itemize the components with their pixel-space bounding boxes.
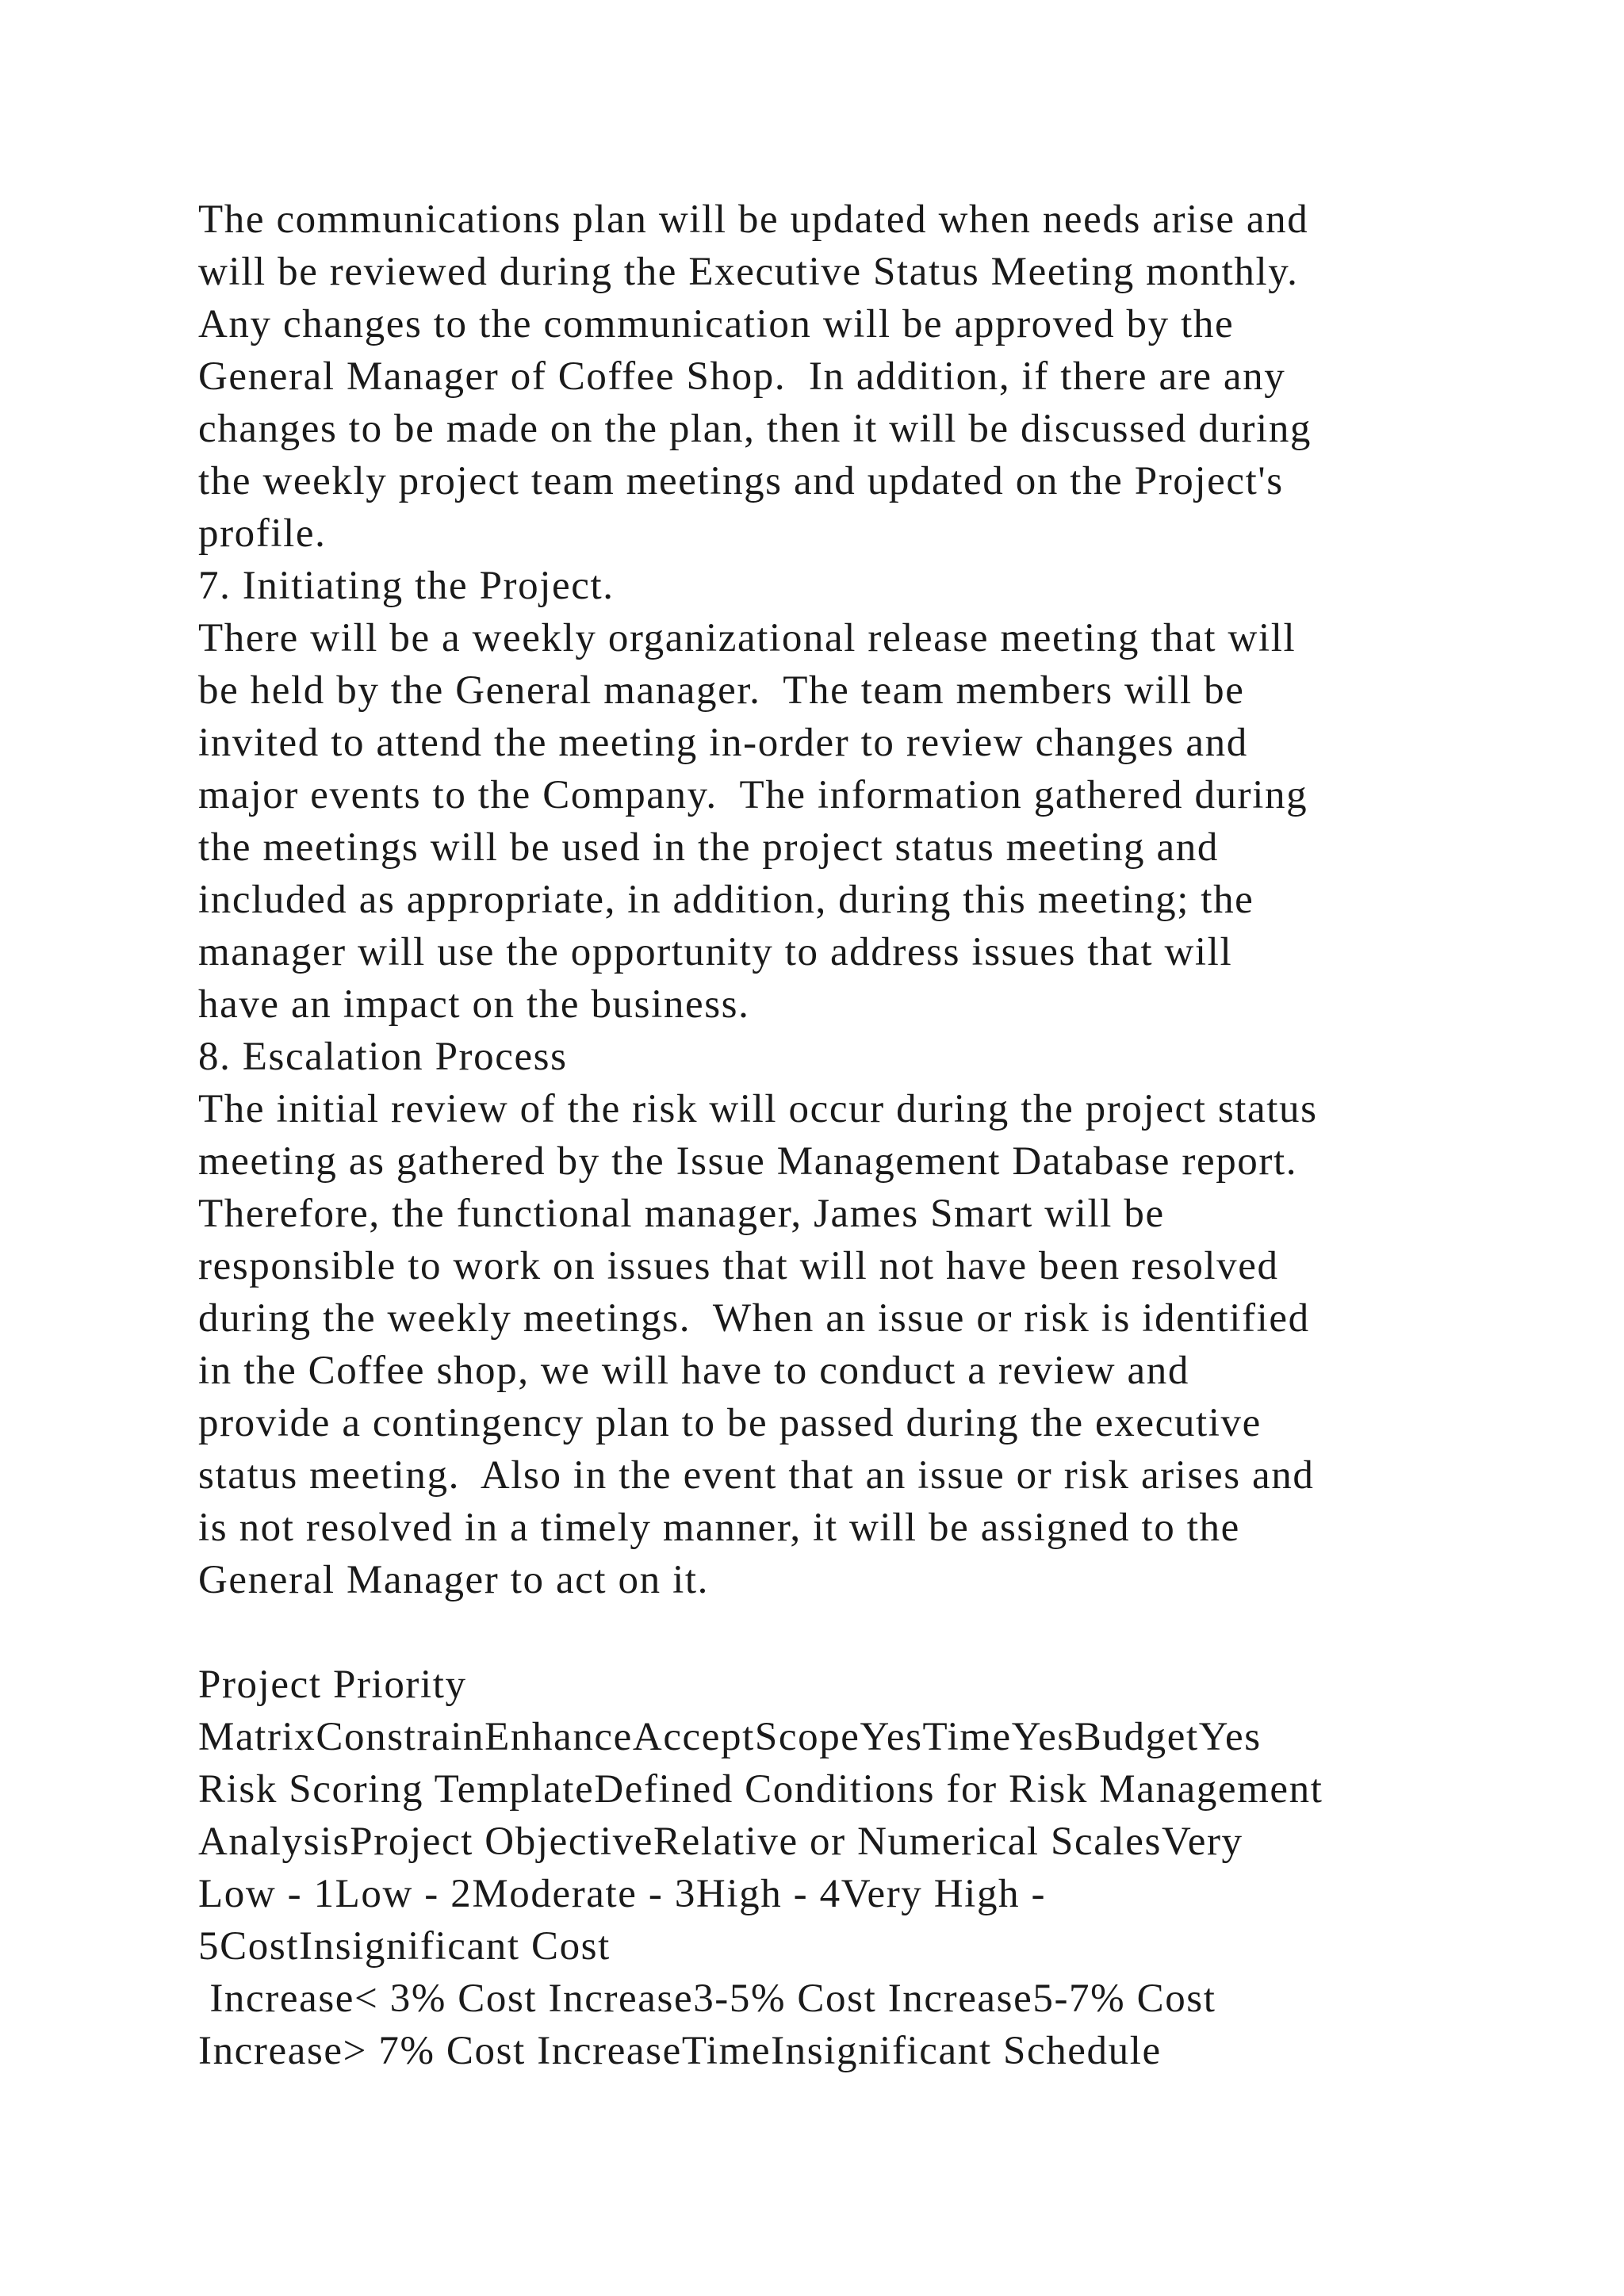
- text-line: included as appropriate, in addition, during this meeting; the: [198, 878, 1254, 922]
- text-line: have an impact on the business.: [198, 982, 750, 1027]
- text-line: meeting as gathered by the Issue Management Database report.: [198, 1139, 1298, 1184]
- text-line: Project Priority: [198, 1663, 467, 1707]
- text-line: General Manager to act on it.: [198, 1558, 709, 1602]
- text-line: changes to be made on the plan, then it will be discussed during: [198, 407, 1312, 451]
- text-line: manager will use the opportunity to address issues that will: [198, 930, 1233, 974]
- blank-line: [198, 1606, 1610, 1659]
- section-heading-escalation: 8. Escalation Process: [198, 1035, 568, 1079]
- text-line: responsible to work on issues that will not have been resolved: [198, 1244, 1279, 1288]
- text-line: profile.: [198, 511, 327, 556]
- text-line: Increase< 3% Cost Increase3-5% Cost Increase5-7% Cost: [198, 1976, 1216, 2021]
- text-line: There will be a weekly organizational release meeting that will: [198, 616, 1297, 660]
- text-line: Increase> 7% Cost IncreaseTimeInsignificant Schedule: [198, 2029, 1162, 2073]
- text-line: provide a contingency plan to be passed during the executive: [198, 1401, 1262, 1445]
- text-line: The communications plan will be updated when needs arise and: [198, 197, 1309, 242]
- text-line: major events to the Company. The information gathered during: [198, 773, 1308, 817]
- text-line: Therefore, the functional manager, James Smart will be: [198, 1192, 1165, 1236]
- text-line: is not resolved in a timely manner, it will be assigned to the: [198, 1506, 1240, 1550]
- text-line: in the Coffee shop, we will have to conduct a review and: [198, 1349, 1189, 1393]
- text-line: General Manager of Coffee Shop. In addition, if there are any: [198, 354, 1286, 399]
- section-heading-initiating: 7. Initiating the Project.: [198, 564, 615, 608]
- text-line: will be reviewed during the Executive Status Meeting monthly.: [198, 250, 1299, 294]
- text-line: be held by the General manager. The team members will be: [198, 668, 1245, 713]
- text-line: The initial review of the risk will occur during the project status: [198, 1087, 1318, 1131]
- text-line: AnalysisProject ObjectiveRelative or Numerical ScalesVery: [198, 1820, 1243, 1864]
- text-line: invited to attend the meeting in-order to review changes and: [198, 721, 1248, 765]
- text-line: Low - 1Low - 2Moderate - 3High - 4Very High -: [198, 1872, 1047, 1916]
- text-line: 5CostInsignificant Cost: [198, 1924, 611, 1969]
- text-line: Any changes to the communication will be approved by the: [198, 302, 1235, 346]
- text-line: status meeting. Also in the event that an issue or risk arises and: [198, 1453, 1315, 1498]
- text-line: during the weekly meetings. When an issue or risk is identified: [198, 1296, 1310, 1341]
- document-body: [198, 193, 1610, 2077]
- text-line: the weekly project team meetings and updated on the Project's: [198, 459, 1284, 503]
- text-line: the meetings will be used in the project status meeting and: [198, 825, 1219, 870]
- text-line: Risk Scoring TemplateDefined Conditions for Risk Management: [198, 1767, 1323, 1812]
- text-line: MatrixConstrainEnhanceAcceptScopeYesTimeYesBudgetYes: [198, 1715, 1262, 1759]
